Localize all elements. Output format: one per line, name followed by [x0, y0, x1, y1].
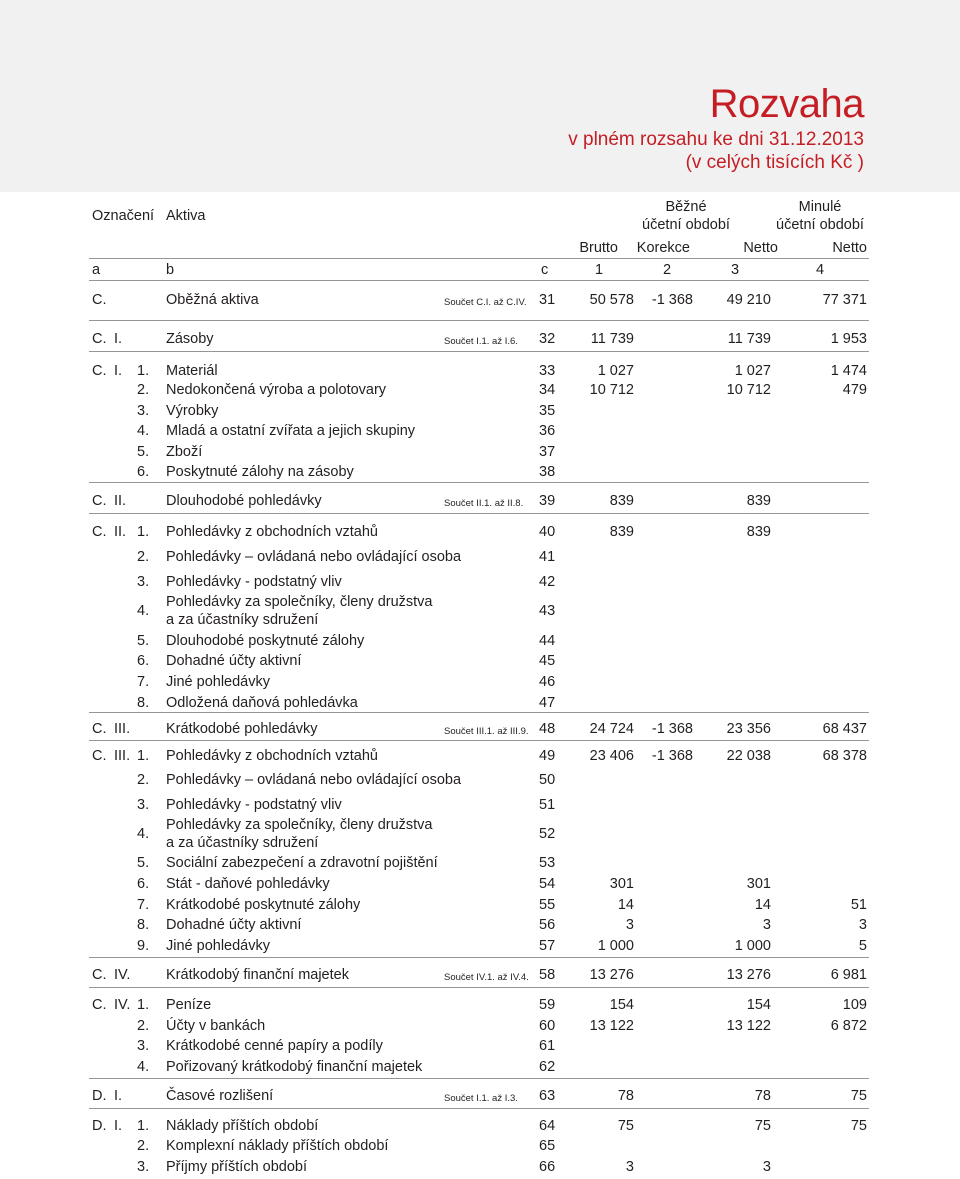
row-previous-net: 75: [850, 1118, 867, 1134]
row-code-section: D.: [92, 1118, 107, 1134]
row-code-group: I.: [114, 363, 123, 379]
row-number: 51: [539, 797, 556, 813]
row-code-item: 3.: [137, 797, 150, 813]
row-label: Poskytnuté zálohy na zásoby: [166, 464, 354, 480]
row-label: Krátkodobé poskytnuté zálohy: [166, 897, 361, 913]
section-divider: [89, 957, 869, 958]
header-divider: [89, 258, 869, 259]
row-code-section: C.: [92, 493, 107, 509]
row-previous-net: 479: [842, 382, 867, 398]
header-index-4: 4: [816, 262, 825, 278]
row-label: Oběžná aktiva: [166, 292, 259, 308]
page-subtitle-units: (v celých tisících Kč ): [685, 152, 864, 173]
row-number: 52: [539, 826, 556, 842]
row-code-item: 1.: [137, 1118, 150, 1134]
row-code-group: I.: [114, 1118, 123, 1134]
row-code-item: 1.: [137, 524, 150, 540]
row-code-item: 3.: [137, 1038, 150, 1054]
row-label: Dlouhodobé poskytnuté zálohy: [166, 633, 365, 649]
header-previous-period-1: Minulé: [798, 199, 842, 215]
row-net: 154: [746, 997, 771, 1013]
row-gross: 1 027: [597, 363, 634, 379]
row-gross: 14: [617, 897, 634, 913]
row-code-item: 7.: [137, 897, 150, 913]
row-sum-note: Součet C.I. až C.IV.: [444, 297, 527, 308]
row-net: 3: [762, 1159, 771, 1175]
row-gross: 1 000: [597, 938, 634, 954]
row-label-line2: a za účastníky sdružení: [166, 612, 319, 628]
row-code-group: II.: [114, 524, 127, 540]
row-label: Materiál: [166, 363, 218, 379]
row-previous-net: 3: [858, 917, 867, 933]
row-number: 54: [539, 876, 556, 892]
row-code-section: D.: [92, 1088, 107, 1104]
row-label: Pohledávky z obchodních vztahů: [166, 524, 378, 540]
header-net: Netto: [743, 240, 778, 256]
row-net: 839: [746, 524, 771, 540]
section-divider: [89, 1078, 869, 1079]
row-number: 66: [539, 1159, 556, 1175]
row-label-line2: a za účastníky sdružení: [166, 835, 319, 851]
row-previous-net: 1 474: [830, 363, 867, 379]
row-previous-net: 6 981: [830, 967, 867, 983]
row-code-section: C.: [92, 748, 107, 764]
row-sum-note: Součet I.1. až I.3.: [444, 1093, 518, 1104]
row-number: 42: [539, 574, 556, 590]
row-sum-note: Součet II.1. až II.8.: [444, 498, 524, 509]
header-index-1: 1: [595, 262, 604, 278]
row-code-item: 2.: [137, 1018, 150, 1034]
row-code-section: C.: [92, 997, 107, 1013]
row-code-item: 2.: [137, 772, 150, 788]
row-code-item: 3.: [137, 574, 150, 590]
row-code-item: 9.: [137, 938, 150, 954]
row-code-item: 8.: [137, 695, 150, 711]
row-code-item: 4.: [137, 423, 150, 439]
row-number: 45: [539, 653, 556, 669]
header-current-period-2: účetní období: [642, 217, 730, 233]
row-previous-net: 75: [850, 1088, 867, 1104]
header-assets: Aktiva: [166, 208, 206, 224]
header-index-c: c: [541, 262, 549, 278]
row-code-group: IV.: [114, 997, 131, 1013]
row-label: Pořizovaný krátkodobý finanční majetek: [166, 1059, 423, 1075]
row-code-section: C.: [92, 524, 107, 540]
row-label: Pohledávky - podstatný vliv: [166, 797, 342, 813]
section-divider: [89, 1108, 869, 1109]
row-code-item: 1.: [137, 363, 150, 379]
row-label: Pohledávky – ovládaná nebo ovládající osoba: [166, 549, 462, 565]
row-code-item: 5.: [137, 855, 150, 871]
row-code-section: C.: [92, 331, 107, 347]
header-index-divider: [89, 280, 869, 281]
row-gross: 13 276: [589, 967, 634, 983]
row-number: 43: [539, 603, 556, 619]
row-label: Příjmy příštích období: [166, 1159, 308, 1175]
row-label: Jiné pohledávky: [166, 674, 270, 690]
row-code-item: 4.: [137, 1059, 150, 1075]
row-label: Pohledávky - podstatný vliv: [166, 574, 342, 590]
row-previous-net: 77 371: [822, 292, 867, 308]
row-previous-net: 109: [842, 997, 867, 1013]
row-gross: 11 739: [590, 331, 634, 347]
row-number: 65: [539, 1138, 556, 1154]
row-correction: -1 368: [651, 721, 693, 737]
row-label: Dlouhodobé pohledávky: [166, 493, 322, 509]
row-gross: 24 724: [589, 721, 634, 737]
row-net: 14: [754, 897, 771, 913]
row-number: 62: [539, 1059, 556, 1075]
row-previous-net: 68 378: [822, 748, 867, 764]
row-code-item: 2.: [137, 549, 150, 565]
row-label: Krátkodobé pohledávky: [166, 721, 318, 737]
row-code-item: 2.: [137, 382, 150, 398]
row-code-group: II.: [114, 493, 127, 509]
row-label: Dohadné účty aktivní: [166, 653, 302, 669]
row-code-item: 5.: [137, 633, 150, 649]
row-gross: 10 712: [589, 382, 634, 398]
row-label: Výrobky: [166, 403, 219, 419]
header-gross: Brutto: [579, 240, 618, 256]
header-previous-period-2: účetní období: [776, 217, 864, 233]
row-gross: 50 578: [589, 292, 634, 308]
row-code-item: 5.: [137, 444, 150, 460]
row-previous-net: 51: [850, 897, 867, 913]
row-net: 1 000: [734, 938, 771, 954]
row-code-item: 1.: [137, 997, 150, 1013]
row-gross: 13 122: [589, 1018, 634, 1034]
row-gross: 839: [609, 524, 634, 540]
row-code-group: III.: [114, 721, 131, 737]
header-index-b: b: [166, 262, 175, 278]
row-number: 64: [539, 1118, 556, 1134]
row-number: 47: [539, 695, 556, 711]
section-divider: [89, 351, 869, 352]
row-number: 59: [539, 997, 556, 1013]
row-gross: 3: [625, 1159, 634, 1175]
row-code-group: I.: [114, 331, 123, 347]
row-number: 49: [539, 748, 556, 764]
row-correction: -1 368: [651, 748, 693, 764]
page-subtitle-date: v plném rozsahu ke dni 31.12.2013: [568, 129, 864, 150]
row-gross: 78: [617, 1088, 634, 1104]
row-net: 13 122: [726, 1018, 771, 1034]
row-net: 10 712: [726, 382, 771, 398]
row-gross: 3: [625, 917, 634, 933]
row-net: 3: [762, 917, 771, 933]
section-divider: [89, 712, 869, 713]
row-code-item: 6.: [137, 653, 150, 669]
header-index-2: 2: [663, 262, 672, 278]
row-number: 32: [539, 331, 556, 347]
row-previous-net: 5: [858, 938, 867, 954]
row-label: Sociální zabezpečení a zdravotní pojištění: [166, 855, 438, 871]
row-code-item: 3.: [137, 403, 150, 419]
header-correction: Korekce: [636, 240, 690, 256]
row-correction: -1 368: [651, 292, 693, 308]
row-code-section: C.: [92, 363, 107, 379]
row-sum-note: Součet IV.1. až IV.4.: [444, 972, 529, 983]
row-net: 1 027: [734, 363, 771, 379]
row-net: 23 356: [726, 721, 771, 737]
row-number: 57: [539, 938, 556, 954]
row-number: 36: [539, 423, 556, 439]
row-net: 78: [754, 1088, 771, 1104]
section-divider: [89, 320, 869, 321]
row-sum-note: Součet III.1. až III.9.: [444, 726, 529, 737]
section-divider: [89, 513, 869, 514]
row-number: 63: [539, 1088, 556, 1104]
row-code-group: IV.: [114, 967, 131, 983]
row-number: 31: [539, 292, 556, 308]
row-number: 53: [539, 855, 556, 871]
row-code-section: C.: [92, 721, 107, 737]
row-label: Pohledávky za společníky, členy družstva: [166, 594, 433, 610]
section-divider: [89, 987, 869, 988]
row-label: Mladá a ostatní zvířata a jejich skupiny: [166, 423, 416, 439]
row-gross: 839: [609, 493, 634, 509]
row-number: 46: [539, 674, 556, 690]
row-label: Odložená daňová pohledávka: [166, 695, 358, 711]
row-code-item: 7.: [137, 674, 150, 690]
row-code-section: C.: [92, 292, 107, 308]
row-number: 44: [539, 633, 556, 649]
row-label: Pohledávky – ovládaná nebo ovládající osoba: [166, 772, 462, 788]
row-number: 35: [539, 403, 556, 419]
header-designation: Označení: [92, 208, 155, 224]
row-code-item: 8.: [137, 917, 150, 933]
row-net: 13 276: [726, 967, 771, 983]
row-previous-net: 68 437: [822, 721, 867, 737]
row-previous-net: 6 872: [830, 1018, 867, 1034]
header-prev-net: Netto: [832, 240, 867, 256]
row-label: Peníze: [166, 997, 212, 1013]
row-label: Krátkodobé cenné papíry a podíly: [166, 1038, 383, 1054]
row-code-item: 3.: [137, 1159, 150, 1175]
row-number: 61: [539, 1038, 556, 1054]
header-index-3: 3: [731, 262, 740, 278]
row-code-item: 2.: [137, 1138, 150, 1154]
row-gross: 23 406: [589, 748, 634, 764]
section-divider: [89, 740, 869, 741]
row-net: 22 038: [726, 748, 771, 764]
row-number: 48: [539, 721, 556, 737]
row-number: 50: [539, 772, 556, 788]
row-net: 75: [754, 1118, 771, 1134]
row-number: 55: [539, 897, 556, 913]
row-sum-note: Součet I.1. až I.6.: [444, 336, 518, 347]
row-net: 301: [746, 876, 771, 892]
row-label: Zboží: [166, 444, 203, 460]
row-gross: 154: [609, 997, 634, 1013]
header-index-a: a: [92, 262, 101, 278]
row-label: Náklady příštích období: [166, 1118, 319, 1134]
row-code-item: 6.: [137, 876, 150, 892]
row-number: 37: [539, 444, 556, 460]
row-label: Krátkodobý finanční majetek: [166, 967, 349, 983]
page-title: Rozvaha: [709, 82, 864, 126]
row-code-item: 1.: [137, 748, 150, 764]
row-code-item: 6.: [137, 464, 150, 480]
row-gross: 301: [609, 876, 634, 892]
row-code-section: C.: [92, 967, 107, 983]
row-label: Zásoby: [166, 331, 214, 347]
row-label: Stát - daňové pohledávky: [166, 876, 330, 892]
row-label: Nedokončená výroba a polotovary: [166, 382, 387, 398]
section-divider: [89, 482, 869, 483]
row-label: Jiné pohledávky: [166, 938, 270, 954]
row-code-item: 4.: [137, 826, 150, 842]
row-net: 49 210: [726, 292, 771, 308]
row-previous-net: 1 953: [830, 331, 867, 347]
row-code-group: III.: [114, 748, 131, 764]
header-current-period-1: Běžné: [665, 199, 707, 215]
row-label: Pohledávky z obchodních vztahů: [166, 748, 378, 764]
row-label: Dohadné účty aktivní: [166, 917, 302, 933]
row-gross: 75: [617, 1118, 634, 1134]
row-label: Komplexní náklady příštích období: [166, 1138, 389, 1154]
row-number: 56: [539, 917, 556, 933]
row-label: Pohledávky za společníky, členy družstva: [166, 817, 433, 833]
row-number: 60: [539, 1018, 556, 1034]
row-number: 58: [539, 967, 556, 983]
row-number: 38: [539, 464, 556, 480]
row-label: Účty v bankách: [166, 1018, 266, 1034]
row-net: 839: [746, 493, 771, 509]
row-net: 11 739: [727, 331, 771, 347]
row-code-group: I.: [114, 1088, 123, 1104]
row-number: 40: [539, 524, 556, 540]
row-label: Časové rozlišení: [166, 1088, 274, 1104]
row-number: 41: [539, 549, 556, 565]
row-number: 34: [539, 382, 556, 398]
row-code-item: 4.: [137, 603, 150, 619]
row-number: 33: [539, 363, 556, 379]
row-number: 39: [539, 493, 556, 509]
